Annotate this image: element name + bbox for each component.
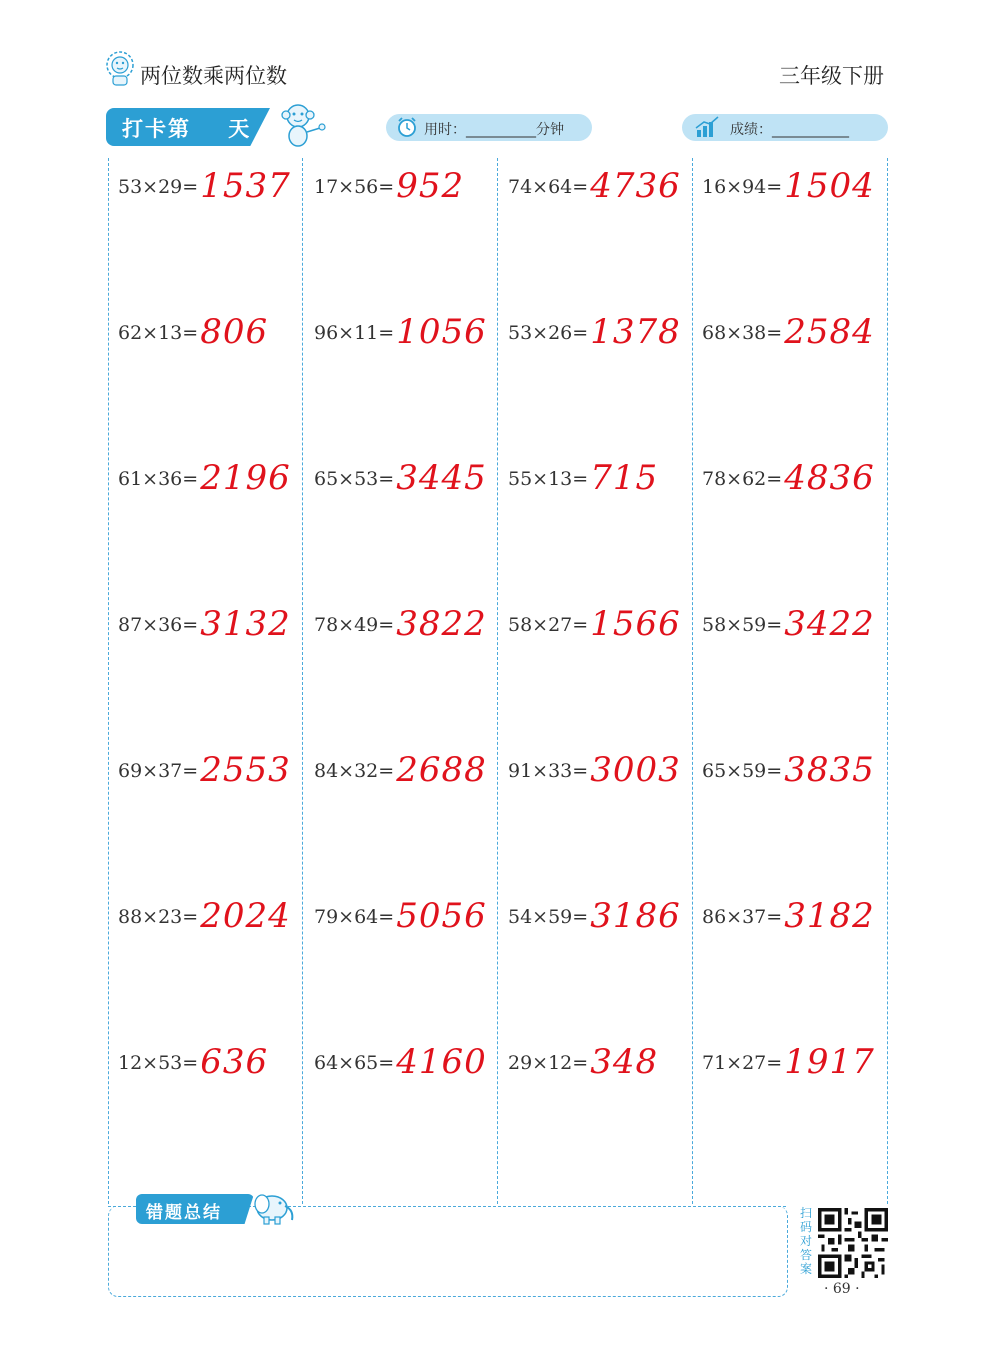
handwritten-answer: 4736 xyxy=(590,166,681,206)
problem-item xyxy=(508,584,681,644)
qr-code-icon[interactable] xyxy=(818,1208,888,1278)
handwritten-answer: 2024 xyxy=(200,896,291,936)
rising-chart-icon xyxy=(694,116,720,138)
alarm-clock-icon xyxy=(396,116,418,138)
problem-item xyxy=(314,292,487,352)
problem-question: 68×38= xyxy=(702,322,783,344)
problem-question: 64×65= xyxy=(314,1052,395,1074)
problem-item xyxy=(314,1022,487,1082)
problem-item xyxy=(118,292,268,352)
problem-question: 53×26= xyxy=(508,322,589,344)
problem-question: 91×33= xyxy=(508,760,589,782)
problem-item xyxy=(702,730,875,790)
handwritten-answer: 636 xyxy=(200,1042,269,1082)
problem-item xyxy=(508,1022,658,1082)
mistake-summary-label: 错题总结 xyxy=(146,1203,222,1223)
problem-item xyxy=(118,730,291,790)
handwritten-answer: 3003 xyxy=(590,750,681,790)
elephant-mascot-icon xyxy=(250,1186,296,1226)
problem-question: 55×13= xyxy=(508,468,589,490)
grade-label: 三年级下册 xyxy=(779,64,884,88)
problem-item xyxy=(314,876,487,936)
problem-question: 78×62= xyxy=(702,468,783,490)
handwritten-answer: 1378 xyxy=(590,312,681,352)
problem-item xyxy=(314,146,464,206)
problem-question: 62×13= xyxy=(118,322,199,344)
lion-mascot-icon xyxy=(104,50,136,86)
problem-item xyxy=(702,584,875,644)
handwritten-answer: 5056 xyxy=(396,896,487,936)
handwritten-answer: 4836 xyxy=(784,458,875,498)
page-number: · 69 · xyxy=(824,1281,860,1297)
handwritten-answer: 952 xyxy=(396,166,465,206)
problem-question: 87×36= xyxy=(118,614,199,636)
problem-item xyxy=(118,584,291,644)
handwritten-answer: 1504 xyxy=(784,166,875,206)
problem-item xyxy=(702,876,875,936)
problem-question: 69×37= xyxy=(118,760,199,782)
scan-for-answers-label: 扫码对答案 xyxy=(800,1206,813,1276)
column-divider xyxy=(497,158,498,1204)
problem-item xyxy=(314,730,487,790)
problem-item xyxy=(702,438,875,498)
problem-question: 84×32= xyxy=(314,760,395,782)
handwritten-answer: 1917 xyxy=(784,1042,875,1082)
handwritten-answer: 2553 xyxy=(200,750,291,790)
problem-item xyxy=(314,584,487,644)
problem-question: 17×56= xyxy=(314,176,395,198)
problem-item xyxy=(508,438,658,498)
problem-question: 58×59= xyxy=(702,614,783,636)
handwritten-answer: 1566 xyxy=(590,604,681,644)
column-divider xyxy=(108,158,109,1204)
problem-question: 96×11= xyxy=(314,322,395,344)
column-divider xyxy=(302,158,303,1204)
problem-item xyxy=(314,438,487,498)
problem-question: 53×29= xyxy=(118,176,199,198)
problem-question: 71×27= xyxy=(702,1052,783,1074)
handwritten-answer: 3132 xyxy=(200,604,291,644)
problem-item xyxy=(118,1022,268,1082)
problem-question: 29×12= xyxy=(508,1052,589,1074)
time-label: 用时：__________分钟 xyxy=(424,122,564,138)
handwritten-answer: 348 xyxy=(590,1042,659,1082)
handwritten-answer: 2196 xyxy=(200,458,291,498)
handwritten-answer: 2688 xyxy=(396,750,487,790)
problem-question: 88×23= xyxy=(118,906,199,928)
column-divider xyxy=(887,158,888,1204)
problem-item xyxy=(508,146,681,206)
problem-question: 78×49= xyxy=(314,614,395,636)
handwritten-answer: 1537 xyxy=(200,166,291,206)
monkey-mascot-icon xyxy=(276,100,328,148)
problem-item xyxy=(118,146,291,206)
column-divider xyxy=(692,158,693,1204)
handwritten-answer: 2584 xyxy=(784,312,875,352)
problem-item xyxy=(508,292,681,352)
problem-question: 65×53= xyxy=(314,468,395,490)
problem-item xyxy=(118,438,291,498)
problem-grid xyxy=(108,158,888,1204)
problem-question: 86×37= xyxy=(702,906,783,928)
punch-day-label: 打卡第 天 xyxy=(122,117,252,141)
problem-item xyxy=(508,876,681,936)
problem-item xyxy=(702,292,875,352)
problem-question: 74×64= xyxy=(508,176,589,198)
handwritten-answer: 3835 xyxy=(784,750,875,790)
unit-title: 两位数乘两位数 xyxy=(140,64,287,88)
handwritten-answer: 3445 xyxy=(396,458,487,498)
handwritten-answer: 715 xyxy=(590,458,659,498)
problem-question: 65×59= xyxy=(702,760,783,782)
problem-item xyxy=(702,1022,875,1082)
handwritten-answer: 3182 xyxy=(784,896,875,936)
problem-question: 61×36= xyxy=(118,468,199,490)
handwritten-answer: 3822 xyxy=(396,604,487,644)
handwritten-answer: 3186 xyxy=(590,896,681,936)
score-label: 成绩：___________ xyxy=(730,122,849,138)
handwritten-answer: 3422 xyxy=(784,604,875,644)
problem-item xyxy=(118,876,291,936)
handwritten-answer: 1056 xyxy=(396,312,487,352)
handwritten-answer: 806 xyxy=(200,312,269,352)
problem-item xyxy=(508,730,681,790)
problem-item xyxy=(702,146,875,206)
problem-question: 16×94= xyxy=(702,176,783,198)
handwritten-answer: 4160 xyxy=(396,1042,487,1082)
problem-question: 58×27= xyxy=(508,614,589,636)
problem-question: 12×53= xyxy=(118,1052,199,1074)
problem-question: 79×64= xyxy=(314,906,395,928)
problem-question: 54×59= xyxy=(508,906,589,928)
